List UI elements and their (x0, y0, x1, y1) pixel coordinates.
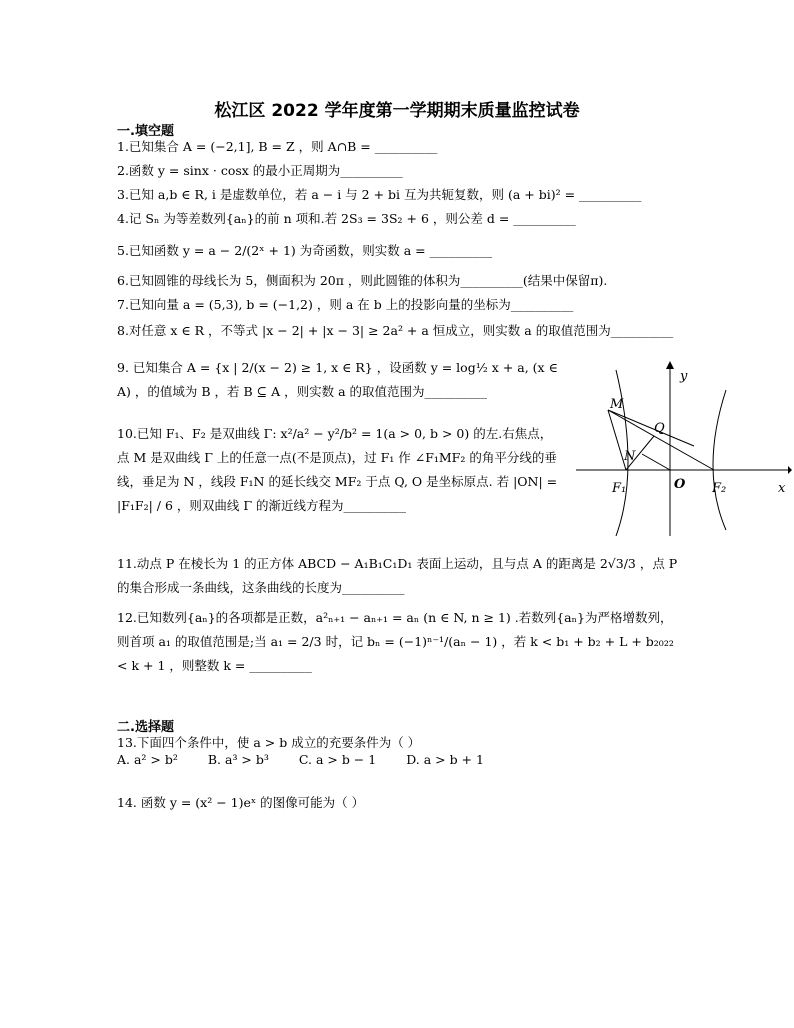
y-axis-arrow (666, 361, 674, 369)
question-5: 5.已知函数 y = a − 2/(2ˣ + 1) 为奇函数，则实数 a = __________ (117, 243, 493, 258)
question-8: 8.对任意 x ∈ R ，不等式 |x − 2| + |x − 3| ≥ 2a² + a 恒成立，则实数 a 的取值范围为__________ (117, 323, 674, 338)
choice-d: D. a > b + 1 (406, 752, 484, 767)
question-3: 3.已知 a,b ∈ R, i 是虚数单位，若 a − i 与 2 + bi 互为共轭复数，则 (a + bi)² = __________ (117, 187, 642, 202)
question-11: 11.动点 P 在棱长为 1 的正方体 ABCD − A₁B₁C₁D₁ 表面上运动，且与点 A 的距离是 2√3/3 ，点 P 的集合形成一条曲线，这条曲线的长度为__________ (117, 556, 678, 595)
label-x: x (778, 481, 786, 496)
choice-a: A. a² > b² (117, 752, 178, 767)
question-13: 13.下面四个条件中，使 a > b 成立的充要条件为（ ） (117, 735, 421, 750)
x-axis-arrow (788, 466, 792, 474)
choice-b: B. a³ > b³ (207, 752, 269, 767)
question-4: 4.记 Sₙ 为等差数列{aₙ}的前 n 项和.若 2S₃ = 3S₂ + 6 ，则公差 d = __________ (117, 211, 576, 226)
hyperbola-figure (576, 360, 792, 536)
question-12: 12.已知数列{aₙ}的各项都是正数，a²ₙ₊₁ − aₙ₊₁ = aₙ (n ∈ N, n ≥ 1) .若数列{aₙ}为严格增数列，则首项 a₁ 的取值范围是;当 a₁ = 2/3 时，记 bₙ = (−1)ⁿ⁻¹/(aₙ − 1) ，若 k < b₁ + b₂ + L + b₂₀₂₂ < k + 1 ，则整数 k = __________ (117, 610, 674, 673)
question-2: 2.函数 y = sinx · cosx 的最小正周期为__________ (117, 163, 403, 178)
label-Q: Q (654, 421, 665, 436)
section-multiple-choice: 二.选择题 (117, 720, 174, 735)
label-F1: F₁ (612, 481, 627, 496)
segment-ON (642, 454, 670, 470)
question-14: 14. 函数 y = (x² − 1)eˣ 的图像可能为（ ） (117, 795, 365, 810)
question-10: 10.已知 F₁、F₂ 是双曲线 Γ: x²/a² − y²/b² = 1(a > 0, b > 0) 的左.右焦点，点 M 是双曲线 Γ 上的任意一点(不是顶点)，过 F₁ 作 ∠F₁MF₂ 的角平分线的垂线，垂足为 N ，线段 F₁N 的延长线交 MF₂ 于点 Q, O 是坐标原点. 若 |ON| = |F₁F₂| / 6 ，则双曲线 Γ 的渐近线方程为__________ (117, 426, 558, 513)
question-9: 9. 已知集合 A = {x | 2/(x − 2) ≥ 1, x ∈ R} ，设函数 y = log½ x + a, (x ∈ A) ，的值域为 B ，若 B ⊆ A ，则实数 a 的取值范围为__________ (117, 360, 558, 399)
question-13-choices (117, 752, 510, 767)
choice-c: C. a > b − 1 (298, 752, 377, 767)
question-1: 1.已知集合 A = (−2,1], B = Z ，则 A∩B = __________ (117, 139, 438, 154)
label-O: O (674, 477, 686, 492)
angle-bisector (608, 410, 694, 446)
question-6: 6.已知圆锥的母线长为 5，侧面积为 20π ，则此圆锥的体积为__________(结果中保留π). (117, 273, 608, 288)
section-fill-in: 一.填空题 (117, 124, 174, 139)
exam-title: 松江区 2022 学年度第一学期期末质量监控试卷 (214, 101, 580, 121)
label-y: y (680, 369, 688, 384)
right-branch (713, 390, 726, 530)
label-F2: F₂ (712, 481, 727, 496)
question-7: 7.已知向量 a = (5,3), b = (−1,2) ，则 a 在 b 上的投影向量的坐标为__________ (117, 297, 574, 312)
label-N: N (624, 449, 636, 464)
label-M: M (610, 397, 624, 412)
